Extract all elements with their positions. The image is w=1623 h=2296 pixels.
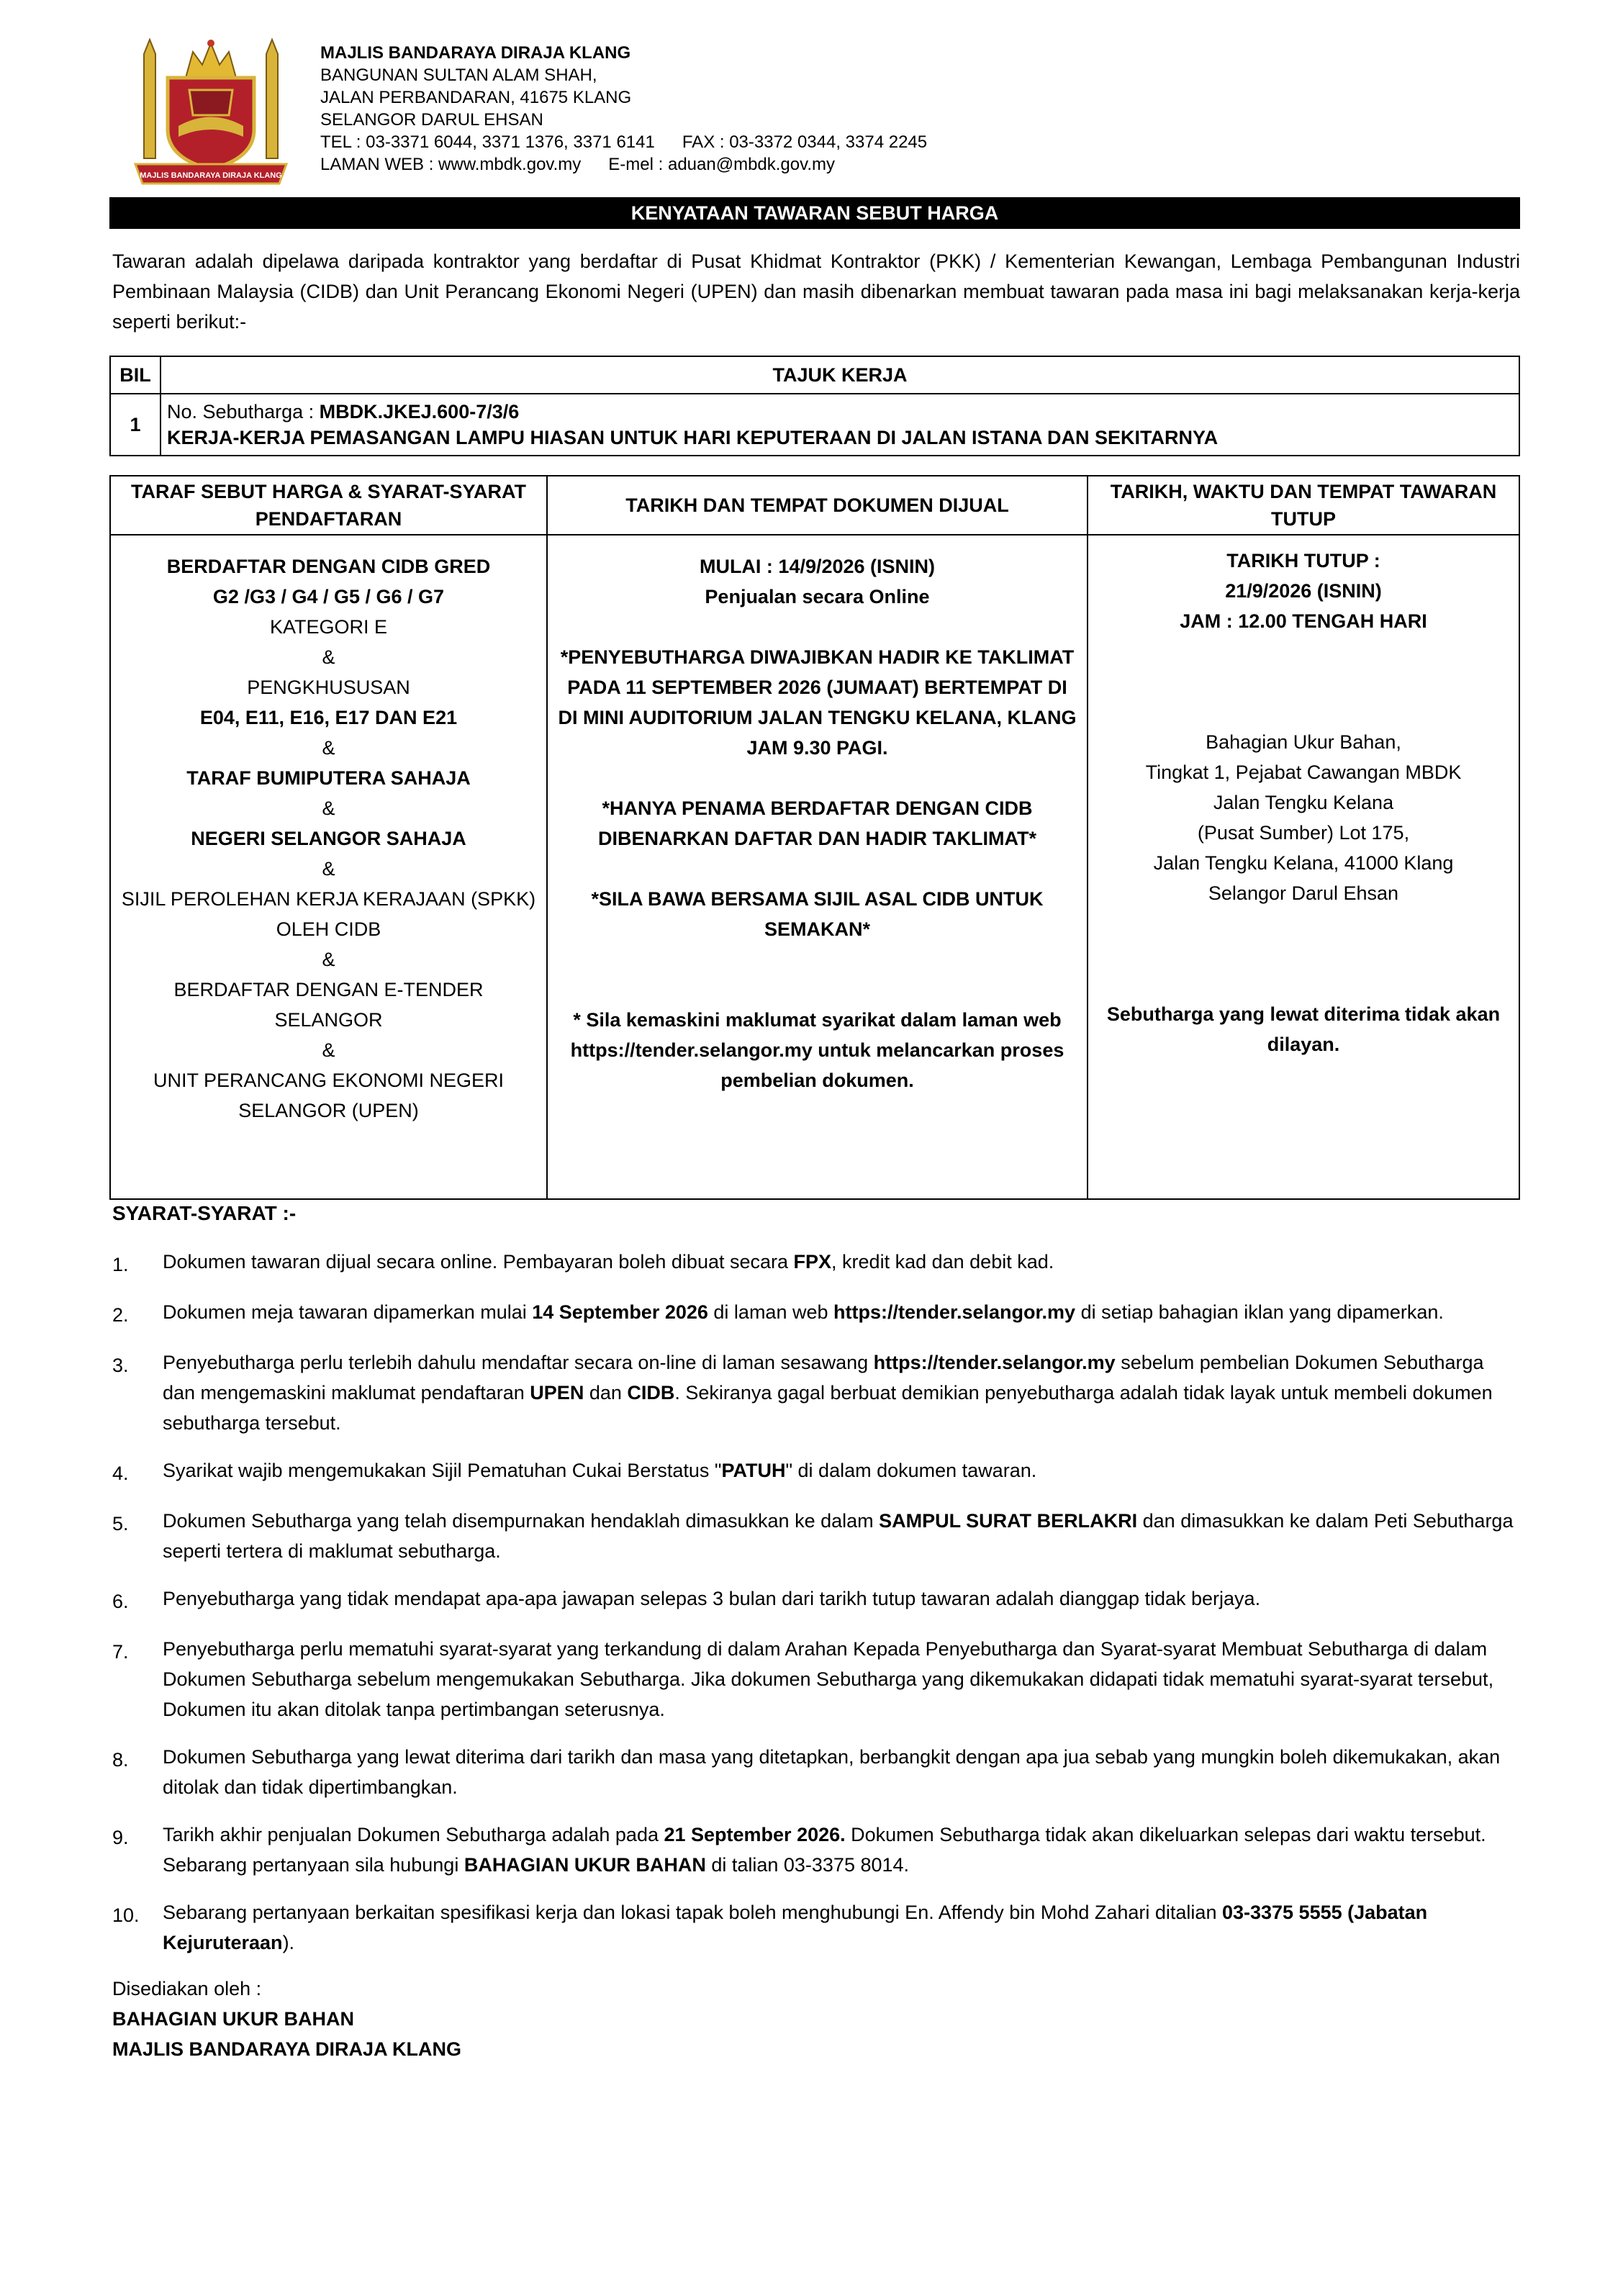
condition-item <box>112 1820 1520 1880</box>
condition-number: 6. <box>112 1591 129 1612</box>
condition-item <box>112 1247 1520 1280</box>
condition-text: Penyebutharga perlu terlebih dahulu mendaftar secara on-line di laman sesawang https://tender.selangor.my sebelum pembelian Dokumen Sebutharga dan mengemaskini maklumat pendaftaran UPEN dan CIDB. Sekiranya gagal berbuat demikian penyebutharga adalah tidak layak untuk membeli dokumen sebutharga tersebut. <box>163 1352 1493 1434</box>
work-title: KERJA-KERJA PEMASANGAN LAMPU HIASAN UNTUK HARI KEPUTERAAN DI JALAN ISTANA DAN SEKITARNYA <box>167 427 1219 448</box>
condition-number: 3. <box>112 1355 129 1376</box>
conditions-list <box>112 1247 1520 1975</box>
condition-text: Sebarang pertanyaan berkaitan spesifikasi kerja dan lokasi tapak boleh menghubungi En. Affendy bin Mohd Zahari ditalian 03-3375 5555 (Jabatan Kejuruteraan). <box>163 1902 1428 1953</box>
condition-text: Dokumen meja tawaran dipamerkan mulai 14 September 2026 di laman web https://tender.selangor.my di setiap bahagian iklan yang dipamerkan. <box>163 1301 1444 1323</box>
header-taraf: TARAF SEBUT HARGA & SYARAT-SYARAT PENDAFTARAN <box>110 476 547 535</box>
condition-text: Dokumen Sebutharga yang lewat diterima dari tarikh dan masa yang ditetapkan, berbangkit dengan apa jua sebab yang mungkin boleh dikemukakan, akan ditolak dan tidak dipertimbangkan. <box>163 1746 1501 1798</box>
condition-item <box>112 1455 1520 1488</box>
prepared-by: Disediakan oleh : BAHAGIAN UKUR BAHAN MAJLIS BANDARAYA DIRAJA KLANG <box>112 1974 461 2064</box>
header-tajuk-kerja: TAJUK KERJA <box>161 356 1519 394</box>
requirements-table <box>109 475 1520 1200</box>
condition-number: 8. <box>112 1749 129 1771</box>
work-title-table <box>109 356 1520 456</box>
telephone: TEL : 03-3371 6044, 3371 1376, 3371 6141 <box>320 132 655 152</box>
organization-header <box>320 42 927 176</box>
header-tarikh-tutup: TARIKH, WAKTU DAN TEMPAT TAWARAN TUTUP <box>1088 476 1519 535</box>
condition-item <box>112 1897 1520 1958</box>
conditions-title: SYARAT-SYARAT :- <box>112 1202 297 1224</box>
prepared-dept: BAHAGIAN UKUR BAHAN <box>112 2008 354 2030</box>
header-bil: BIL <box>110 356 161 394</box>
condition-text: Penyebutharga yang tidak mendapat apa-apa jawapan selepas 3 bulan dari tarikh tutup tawaran adalah dianggap tidak berjaya. <box>163 1588 1261 1609</box>
prepared-org: MAJLIS BANDARAYA DIRAJA KLANG <box>112 2038 462 2060</box>
svg-text:MAJLIS BANDARAYA DIRAJA KLANG: MAJLIS BANDARAYA DIRAJA KLANG <box>140 171 282 180</box>
registration-requirements: BERDAFTAR DENGAN CIDB GRED G2 /G3 / G4 / G5 / G6 / G7 KATEGORI E & PENGKHUSUSAN E04, E11, E16, E17 DAN E21 & TARAF BUMIPUTERA SAHAJA & NEGERI SELANGOR SAHAJA & SIJIL PEROLEHAN KERJA KERAJAAN (SPKK) OLEH CIDB & BERDAFTAR DENGAN E-TENDER SELANGOR & UNIT PERANCANG EKONOMI NEGERI SELANGOR (UPEN) <box>110 535 547 1199</box>
condition-number: 4. <box>112 1463 129 1484</box>
email[interactable]: E-mel : aduan@mbdk.gov.my <box>608 155 836 174</box>
intro-paragraph: Tawaran adalah dipelawa daripada kontraktor yang berdaftar di Pusat Khidmat Kontraktor (PKK) / Kementerian Kewangan, Lembaga Pembangunan Industri Pembinaan Malaysia (CIDB) dan Unit Perancang Ekonomi Negeri (UPEN) dan masih dibenarkan membuat tawaran pada masa ini bagi melaksanakan kerja-kerja seperti berikut:- <box>112 250 1520 333</box>
org-name: MAJLIS BANDARAYA DIRAJA KLANG <box>320 43 631 63</box>
condition-number: 9. <box>112 1827 129 1848</box>
condition-item <box>112 1347 1520 1438</box>
quotation-number: No. Sebutharga : MBDK.JKEJ.600-7/3/6 <box>167 401 520 422</box>
condition-number: 2. <box>112 1304 129 1326</box>
work-title-cell <box>161 394 1519 456</box>
web-line <box>320 153 927 176</box>
header-tarikh-dokumen: TARIKH DAN TEMPAT DOKUMEN DIJUAL <box>547 476 1088 535</box>
address-line-3: SELANGOR DARUL EHSAN <box>320 110 543 130</box>
address-line-2: JALAN PERBANDARAN, 41675 KLANG <box>320 88 632 107</box>
condition-number: 5. <box>112 1513 129 1535</box>
condition-text: Penyebutharga perlu mematuhi syarat-syarat yang terkandung di dalam Arahan Kepada Penyebutharga dan Syarat-syarat Membuat Sebutharga di dalam Dokumen Sebutharga sebelum mengemukakan Sebutharga. Jika dokumen Sebutharga yang dikemukakan didapati tidak mematuhi syarat-syarat tersebut, Dokumen itu akan ditolak tanpa pertimbangan seterusnya. <box>163 1638 1494 1720</box>
condition-number: 1. <box>112 1254 129 1275</box>
condition-text: Dokumen Sebutharga yang telah disempurnakan hendaklah dimasukkan ke dalam SAMPUL SURAT BERLAKRI dan dimasukkan ke dalam Peti Sebutharga seperti tertera di maklumat sebutharga. <box>163 1510 1514 1562</box>
closing-info: TARIKH TUTUP : 21/9/2026 (ISNIN) JAM : 12.00 TENGAH HARI Bahagian Ukur Bahan, Tingkat 1, Pejabat Cawangan MBDK Jalan Tengku Kelana (Pusat Sumber) Lot 175, Jalan Tengku Kelana, 41000 Klang Selangor Darul Ehsan Sebutharga yang lewat diterima tidak akan dilayan. <box>1088 535 1519 1199</box>
condition-item <box>112 1506 1520 1566</box>
mbdk-crest-logo <box>128 36 294 191</box>
notice-title: KENYATAAN TAWARAN SEBUT HARGA <box>109 197 1520 229</box>
condition-item <box>112 1634 1520 1725</box>
address-line-1: BANGUNAN SULTAN ALAM SHAH, <box>320 65 597 85</box>
website[interactable]: LAMAN WEB : www.mbdk.gov.my <box>320 155 582 174</box>
condition-number: 10. <box>112 1904 140 1926</box>
condition-item <box>112 1297 1520 1330</box>
document-sale-info: MULAI : 14/9/2026 (ISNIN) Penjualan secara Online *PENYEBUTHARGA DIWAJIBKAN HADIR KE TAKLIMAT PADA 11 SEPTEMBER 2026 (JUMAAT) BERTEMPAT DI DI MINI AUDITORIUM JALAN TENGKU KELANA, KLANG JAM 9.30 PAGI. *HANYA PENAMA BERDAFTAR DENGAN CIDB DIBENARKAN DAFTAR DAN HADIR TAKLIMAT* *SILA BAWA BERSAMA SIJIL ASAL CIDB UNTUK SEMAKAN* * Sila kemaskini maklumat syarikat dalam laman web https://tender.selangor.my untuk melancarkan proses pembelian dokumen. <box>547 535 1088 1199</box>
condition-text: Syarikat wajib mengemukakan Sijil Pematuhan Cukai Berstatus "PATUH" di dalam dokumen tawaran. <box>163 1460 1037 1481</box>
condition-item <box>112 1742 1520 1802</box>
condition-text: Dokumen tawaran dijual secara online. Pembayaran boleh dibuat secara FPX, kredit kad dan debit kad. <box>163 1251 1054 1273</box>
condition-number: 7. <box>112 1641 129 1663</box>
fax: FAX : 03-3372 0344, 3374 2245 <box>682 132 928 152</box>
condition-item <box>112 1583 1520 1617</box>
condition-text: Tarikh akhir penjualan Dokumen Sebutharga adalah pada 21 September 2026. Dokumen Sebutharga tidak akan dikeluarkan selepas dari waktu tersebut. Sebarang pertanyaan sila hubungi BAHAGIAN UKUR BAHAN di talian 03-3375 8014. <box>163 1824 1486 1876</box>
contact-line <box>320 131 927 153</box>
row-number: 1 <box>110 394 161 456</box>
